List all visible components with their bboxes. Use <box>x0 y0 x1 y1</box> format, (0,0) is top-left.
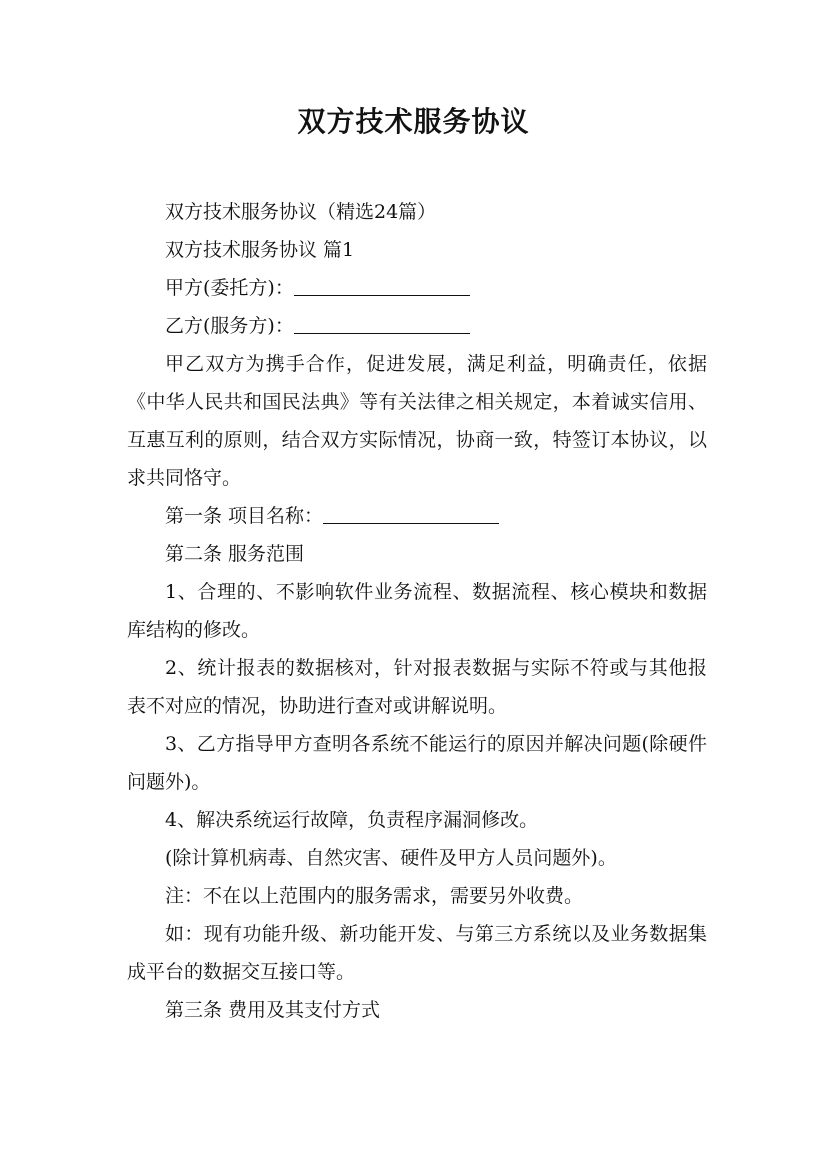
scope-note: 注：不在以上范围内的服务需求，需要另外收费。 <box>165 885 584 907</box>
party-b-line <box>127 307 707 345</box>
scope-item-3: 3、乙方指导甲方查明各系统不能运行的原因并解决问题(除硬件问题外)。 <box>127 733 707 793</box>
article-2-heading: 第二条 服务范围 <box>165 543 305 565</box>
party-a-label: 甲方(委托方)： <box>165 277 294 299</box>
preamble-paragraph: 甲乙双方为携手合作，促进发展，满足利益，明确责任，依据《中华人民共和国民法典》等有关法律之相关规定，本着诚实信用、互惠互利的原则，结合双方实际情况，协商一致，特签订本协议，以求共同恪守。 <box>127 353 707 489</box>
scope-item-1: 1、合理的、不影响软件业务流程、数据流程、核心模块和数据库结构的修改。 <box>127 581 707 641</box>
article-3-heading: 第三条 费用及其支付方式 <box>165 999 381 1021</box>
party-b-blank <box>294 315 470 334</box>
article-1-line <box>127 497 707 535</box>
scope-item-4: 4、解决系统运行故障，负责程序漏洞修改。 <box>165 809 539 831</box>
scope-item-2: 2、统计报表的数据核对，针对报表数据与实际不符或与其他报表不对应的情况，协助进行查对或讲解说明。 <box>127 657 707 717</box>
subtitle-line: 双方技术服务协议（精选24篇） <box>165 201 437 223</box>
party-a-blank <box>294 277 470 296</box>
scope-exclusion: (除计算机病毒、自然灾害、硬件及甲方人员问题外)。 <box>165 847 617 869</box>
scope-example: 如：现有功能升级、新功能开发、与第三方系统以及业务数据集成平台的数据交互接口等。 <box>127 923 707 983</box>
document-body <box>127 193 707 1029</box>
section-heading: 双方技术服务协议 篇1 <box>165 239 355 261</box>
document-title: 双方技术服务协议 <box>297 105 530 138</box>
party-a-line <box>127 269 707 307</box>
article-1-label: 第一条 项目名称： <box>165 505 324 527</box>
project-name-blank <box>323 505 499 524</box>
party-b-label: 乙方(服务方)： <box>165 315 294 337</box>
